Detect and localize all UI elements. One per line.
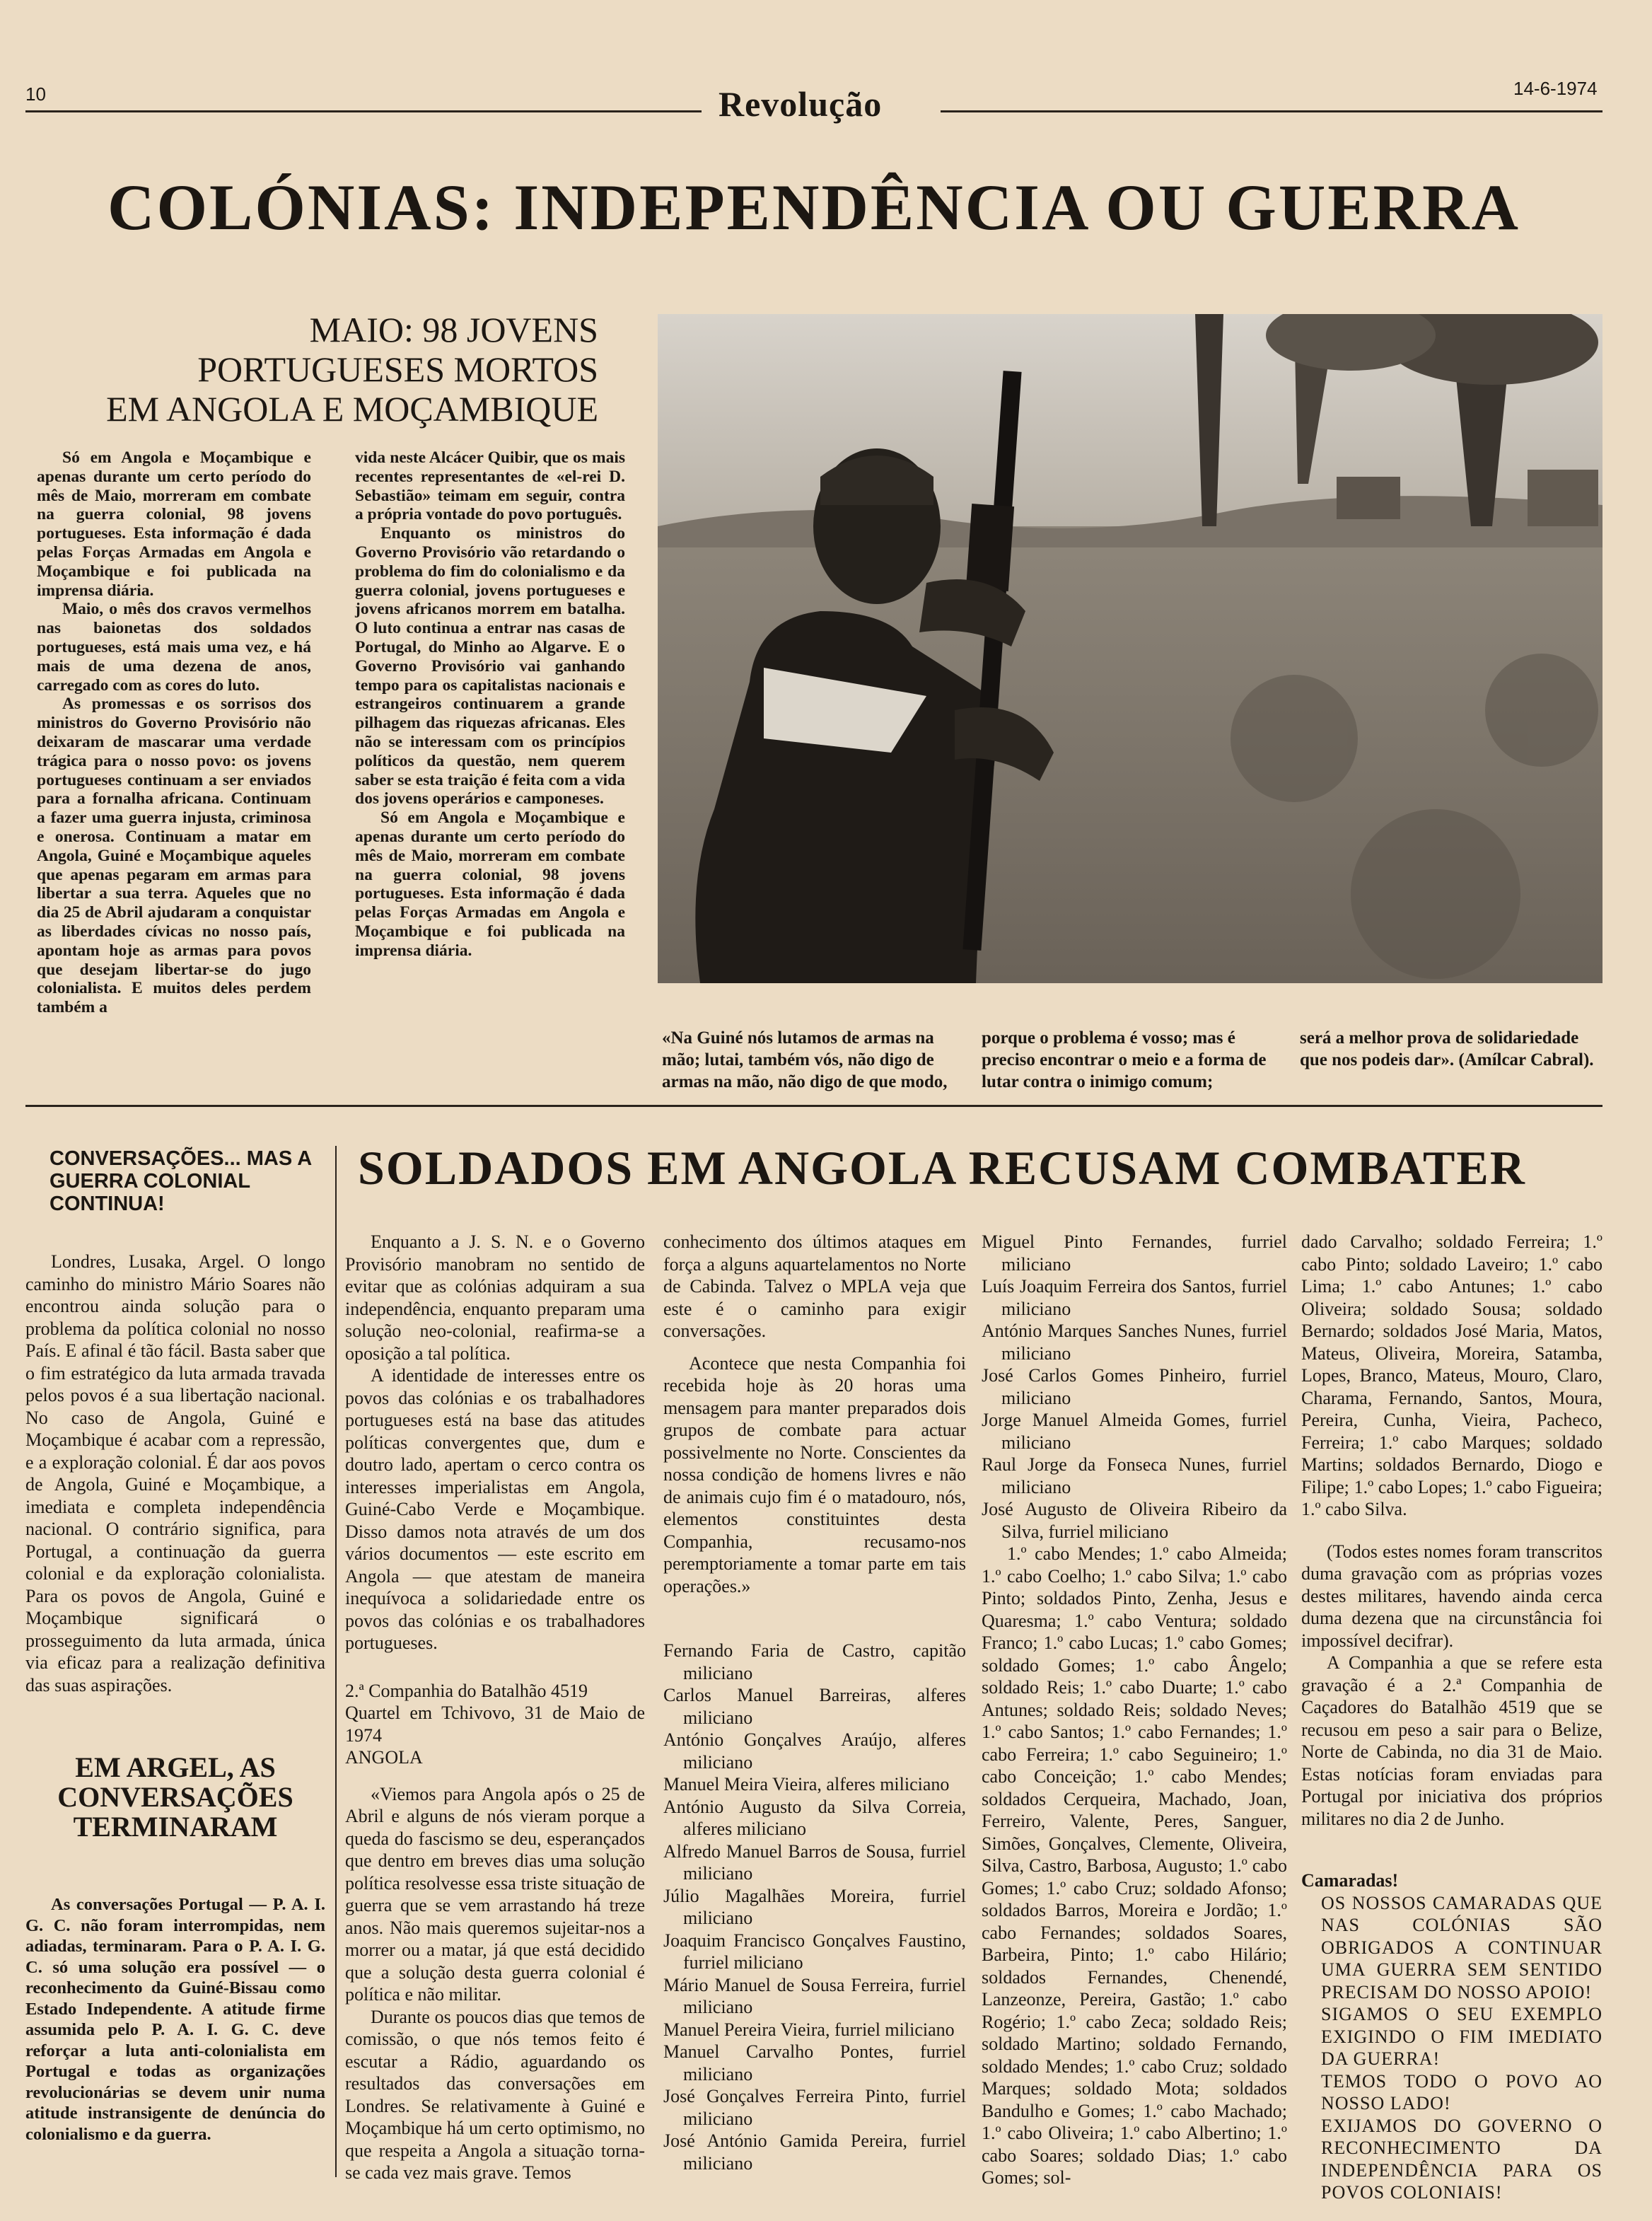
list-item: Luís Joaquim Ferreira dos Santos, furriel miliciano bbox=[982, 1276, 1287, 1319]
list-item: Júlio Magalhães Moreira, furriel miliciano bbox=[663, 1885, 966, 1928]
issue-date: 14-6-1974 bbox=[1513, 78, 1598, 99]
paragraph: Durante os poucos dias que temos de comissão, o que nós temos feito é escutar a Rádio, aguardando os resultados das conversações em Londres. Se relativamente à Guiné e Moçambique há um certo optimismo, no que respeita a Angola a situação torna-se cada vez mais grave. Temos bbox=[345, 2006, 645, 2183]
officer-list bbox=[663, 1640, 966, 2174]
dateline-line: 2.ª Companhia do Batalhão 4519 bbox=[345, 1680, 588, 1701]
section-divider bbox=[25, 1105, 1602, 1107]
paragraph: As promessas e os sorrisos dos ministros do Governo Provisório não deixaram de mascarar uma verdade trágica para o nosso povo: os jovens portugueses continuam a ser enviados para a fornalha africana. Continuam a fazer uma guerra injusta, criminosa e onerosa. Continuam a matar em Angola, Guiné e Moçambique aqueles que apenas pegaram em armas para libertar a sua terra. Aqueles que no dia 25 de Abril ajudaram a conquistar as liberdades cívicas no nosso país, apontam hoje as armas para povos que desejam libertar-se do jugo colonialista. E muitos deles perdem também a bbox=[37, 695, 311, 1017]
argel-title: EM ARGEL, AS CONVERSAÇÕES TERMINARAM bbox=[57, 1751, 293, 1843]
argel-body bbox=[25, 1894, 325, 2145]
paragraph: Enquanto a J. S. N. e o Governo Provisório manobram no sentido de evitar que as colónias adquiram a sua independência, enquanto preparam uma solução neo-colonial, reafirma-se a oposição a tal política. bbox=[345, 1231, 645, 1364]
top-article-col2 bbox=[355, 448, 625, 961]
paragraph: Acontece que nesta Companhia foi recebida hoje às 20 horas uma mensagem para manter preparados dois grupos de combate para actuar possivelmente no Norte. Conscientes da nossa condição de homens livres e não de animais cujo fim é o matadouro, nós, elementos constituintes desta Companhia, recusamo-nos peremptoriamente a tomar parte em tais operações.» bbox=[663, 1352, 966, 1596]
paragraph: Só em Angola e Moçambique e apenas durante um certo período do mês de Maio, morreram em combate na guerra colonial, 98 jovens portugueses. Esta informação é dada pelas Forças Armadas em Angola e Moçambique e foi publicada na imprensa diária. bbox=[37, 448, 311, 600]
page-number: 10 bbox=[25, 83, 46, 105]
photo-caption-part3: será a melhor prova de solidariedade que nos podeis dar». (Amílcar Cabral). bbox=[1300, 1028, 1594, 1069]
list-item: António Marques Sanches Nunes, furriel miliciano bbox=[982, 1321, 1287, 1364]
list-item: Miguel Pinto Fernandes, furriel miliciano bbox=[982, 1231, 1287, 1275]
soldiers-col4 bbox=[1301, 1231, 1602, 2204]
paragraph: Enquanto os ministros do Governo Provisório vão retardando o problema do fim do colonialismo e da guerra colonial, jovens portugueses e jovens africanos morrem em batalha. O luto continua a entrar nas casas de Portugal, do Minho ao Algarve. E o Governo Provisório vai ganhando tempo para os capitalistas nacionais e estrangeiros continuarem a grande pilhagem das riquezas africanas. Eles não se interessam com os princípios políticos da questão, nem querem saber se esta traição é feita com a vida dos jovens operários e camponeses. bbox=[355, 524, 625, 808]
appeal-line: SIGAMOS O SEU EXEMPLO EXIGINDO O FIM IMEDIATO DA GUERRA! bbox=[1321, 2004, 1602, 2069]
paragraph: 1.º cabo Mendes; 1.º cabo Almeida; 1.º cabo Coelho; 1.º cabo Silva; 1.º cabo Pinto; soldados Pinto, Zenha, Jesus e Quaresma; 1.º cabo Ventura; soldado Franco; 1.º cabo Lucas; 1.º cabo Gomes; soldado Gomes; 1.º cabo Ângelo; soldado Reis; 1.º cabo Duarte; 1.º cabo Antunes; soldado Reis; soldado Neves; 1.º cabo Santos; 1.º cabo Fernandes; 1.º cabo Ferreira; 1.º cabo Seguineiro; 1.º cabo Conceição; 1.º cabo Mendes; soldados Cerqueira, Machado, Joan, Ferreiro, Valente, Peres, Sanguer, Simões, Gonçalves, Clemente, Oliveira, Silva, Castro, Barbosa, Augusto; 1.º cabo Gomes; 1.º cabo Cruz; soldado Afonso; soldados Barros, Moreira e Jordão; 1.º cabo Fernandes; soldados Soares, Barbeira, Pinto; 1.º cabo Hilário; soldados Fernandes, Chenendé, Lanzeonze, Pereira, Gastão; 1.º cabo Rogério; 1.º cabo Zeca; soldado Reis; soldado Martino; soldado Fernando, soldado Mendes; 1.º cabo Cruz; soldado Marques; soldado Mota; soldados Bandulho e Gomes; 1.º cabo Machado; 1.º cabo Oliveira; 1.º cabo Albertino; 1.º cabo Soares; soldado Dias; 1.º cabo Gomes; sol- bbox=[982, 1543, 1287, 2188]
list-item: José Gonçalves Ferreira Pinto, furriel miliciano bbox=[663, 2086, 966, 2129]
conversacoes-body bbox=[25, 1251, 325, 1696]
header-rule-left bbox=[25, 110, 702, 112]
list-item: Manuel Carvalho Pontes, furriel miliciano bbox=[663, 2041, 966, 2084]
appeal-block bbox=[1301, 1869, 1602, 2204]
paragraph: Londres, Lusaka, Argel. O longo caminho do ministro Mário Soares não encontrou ainda solução para o problema da política colonial no nosso País. E afinal é tão fácil. Basta saber que o fim estratégico da luta armada travada pelos povos é a sua libertação nacional. No caso de Angola, Guiné e Moçambique é acabar com a repressão, e a exploração colonial. É dar aos povos de Angola, Guiné e Moçambique, a imediata e completa independência nacional. O contrário significa, para Portugal, a continuação da guerra colonial e da exploração colonialista. Para os povos de Angola, Guiné e Moçambique significará o prosseguimento da luta armada, única via eficaz para a realização definitiva das suas aspirações. bbox=[25, 1251, 325, 1695]
paragraph: As conversações Portugal — P. A. I. G. C. não foram interrompidas, nem adiadas, terminaram. Para o P. A. I. G. C. só uma solução era possível — o reconhecimento da Guiné-Bissau como Estado Independente. A atitude firme assumida pelo P. A. I. G. C. deve reforçar a luta anti-colonialista em Portugal e todas as organizações revolucionárias se devem unir numa atitude instransigente de denúncia do colonialismo e da guerra. bbox=[25, 1895, 325, 2144]
dateline-line: ANGOLA bbox=[345, 1747, 423, 1768]
list-item: Mário Manuel de Sousa Ferreira, furriel miliciano bbox=[663, 1974, 966, 2017]
list-item: Carlos Manuel Barreiras, alferes miliciano bbox=[663, 1685, 966, 1728]
header-rule-right bbox=[941, 110, 1602, 112]
appeal-line: OS NOSSOS CAMARADAS QUE NAS COLÓNIAS SÃO OBRIGADOS A CONTINUAR UMA GUERRA SEM SENTIDO PRECISAM DO NOSSO APOIO! bbox=[1321, 1892, 1602, 2002]
paragraph: A Companhia a que se refere esta gravação é a 2.ª Companhia de Caçadores do Batalhão 4519 que se recusou em peso a sair para o Belize, Norte de Cabinda, no dia 31 de Maio. Estas notícias foram enviadas para Portugal por iniciativa dos próprios militares no dia 2 de Junho. bbox=[1301, 1652, 1602, 1829]
list-item: António Gonçalves Araújo, alferes miliciano bbox=[663, 1729, 966, 1773]
top-title-line: MAIO: 98 JOVENS bbox=[309, 310, 598, 349]
list-item: António Augusto da Silva Correia, alferes miliciano bbox=[663, 1796, 966, 1839]
paragraph: Só em Angola e Moçambique e apenas durante um certo período do mês de Maio, morreram em combate na guerra colonial, 98 jovens portugueses. Esta informação é dada pelas Forças Armadas em Angola e Moçambique e foi publicada na imprensa diária. bbox=[355, 808, 625, 960]
soldier-photo bbox=[658, 314, 1602, 983]
paragraph: vida neste Alcácer Quibir, que os mais recentes representantes de «el-rei D. Sebastião» teimam em seguir, contra a própria vontade do povo português. bbox=[355, 448, 625, 524]
list-item: Raul Jorge da Fonseca Nunes, furriel miliciano bbox=[982, 1454, 1287, 1497]
top-title-line: EM ANGOLA E MOÇAMBIQUE bbox=[106, 389, 598, 429]
masthead: Revolução bbox=[719, 84, 883, 124]
soldiers-col2 bbox=[663, 1231, 966, 2174]
list-item: Fernando Faria de Castro, capitão miliciano bbox=[663, 1640, 966, 1683]
appeal-heading: Camaradas! bbox=[1301, 1870, 1399, 1891]
paragraph: dado Carvalho; soldado Ferreira; 1.º cabo Pinto; soldado Laveiro; 1.º cabo Lima; 1.º cabo Antunes; 1.º cabo Oliveira; soldado Sousa; soldado Bernardo; soldados José Maria, Matos, Mateus, Oliveira, Moreira, Satamba, Lopes, Branco, Mateus, Mouro, Claro, Charama, Fernando, Santos, Moura, Pereira, Cunha, Vieira, Pacheco, Ferreira; 1.º cabo Marques; soldado Martins; soldados Bernardo, Diogo e Filipe; 1.º cabo Lopes; 1.º cabo Figueira; 1.º cabo Silva. bbox=[1301, 1231, 1602, 1519]
paragraph: (Todos estes nomes foram transcritos duma gravação com as próprias vozes destes militares, havendo ainda cerca duma dezena que na circunstância foi impossível decifrar). bbox=[1301, 1541, 1602, 1651]
soldiers-headline: SOLDADOS EM ANGOLA RECUSAM COMBATER bbox=[358, 1141, 1526, 1195]
sergeant-list bbox=[982, 1231, 1287, 1543]
main-headline: COLÓNIAS: INDEPENDÊNCIA OU GUERRA bbox=[107, 171, 1520, 243]
appeal-line: EXIJAMOS DO GOVERNO O RECONHECIMENTO DA INDEPENDÊNCIA PARA OS POVOS COLONIAIS! bbox=[1321, 2115, 1602, 2203]
paragraph: «Viemos para Angola após o 25 de Abril e alguns de nós vieram porque a queda do fascismo se deu, esperançados que dentro em breves dias uma solução política resolvesse essa triste situação de guerra que se vem arrastando há treze anos. Não mais queremos sujeitar-nos a morrer ou a matar, já que está decidido que a solução desta guerra colonial é política e não militar. bbox=[345, 1783, 645, 2005]
list-item: José Augusto de Oliveira Ribeiro da Silva, furriel miliciano bbox=[982, 1499, 1287, 1542]
top-article-col1 bbox=[37, 448, 311, 1017]
paragraph: conhecimento dos últimos ataques em força a alguns aquartelamentos no Norte de Cabinda. Talvez o MPLA veja que este é o caminho para exigir conversações. bbox=[663, 1231, 966, 1341]
list-item: José Carlos Gomes Pinheiro, furriel miliciano bbox=[982, 1365, 1287, 1408]
soldiers-col1 bbox=[345, 1231, 645, 2184]
column-divider bbox=[335, 1146, 337, 2177]
photo-caption-part1: «Na Guiné nós lutamos de armas na mão; lutai, também vós, não digo de armas na mão, não digo de que modo, bbox=[662, 1028, 948, 1091]
paragraph: A identidade de interesses entre os povos das colónias e os trabalhadores portugueses está na base das atitudes políticas convergentes que, dum e doutro lado, apertam o cerco contra os interesses imperialistas em Angola, Guiné-Cabo Verde e Moçambique. Disso damos nota através de um dos vários documentos — este escrito em Angola — que atestam de maneira inequívoca a solidariedade entre os povos das colónias e os trabalhadores portugueses. bbox=[345, 1365, 645, 1653]
list-item: Manuel Meira Vieira, alferes miliciano bbox=[663, 1774, 950, 1794]
list-item: Joaquim Francisco Gonçalves Faustino, furriel miliciano bbox=[663, 1930, 966, 1973]
top-article-title bbox=[25, 310, 598, 429]
list-item: Jorge Manuel Almeida Gomes, furriel miliciano bbox=[982, 1410, 1287, 1453]
soldier-photo-image bbox=[658, 314, 1602, 983]
appeal-line: TEMOS TODO O POVO AO NOSSO LADO! bbox=[1321, 2070, 1602, 2113]
soldiers-col3 bbox=[982, 1231, 1287, 2189]
dateline-line: Quartel em Tchivovo, 31 de Maio de 1974 bbox=[345, 1703, 645, 1746]
top-title-line: PORTUGUESES MORTOS bbox=[197, 349, 598, 389]
list-item: José António Gamida Pereira, furriel miliciano bbox=[663, 2130, 966, 2174]
list-item: Alfredo Manuel Barros de Sousa, furriel miliciano bbox=[663, 1840, 966, 1884]
conversacoes-title: CONVERSAÇÕES... MAS A GUERRA COLONIAL CONTINUA! bbox=[50, 1147, 312, 1215]
paragraph: Maio, o mês dos cravos vermelhos nas baionetas dos soldados portugueses, está mais uma vez, e há mais de uma dezena de anos, carregado com as cores do luto. bbox=[37, 600, 311, 695]
photo-caption-part2: porque o problema é vosso; mas é preciso encontrar o meio e a forma de lutar contra o inimigo comum; bbox=[982, 1028, 1267, 1091]
dateline bbox=[345, 1680, 645, 1769]
list-item: Manuel Pereira Vieira, furriel miliciano bbox=[663, 2019, 955, 2040]
